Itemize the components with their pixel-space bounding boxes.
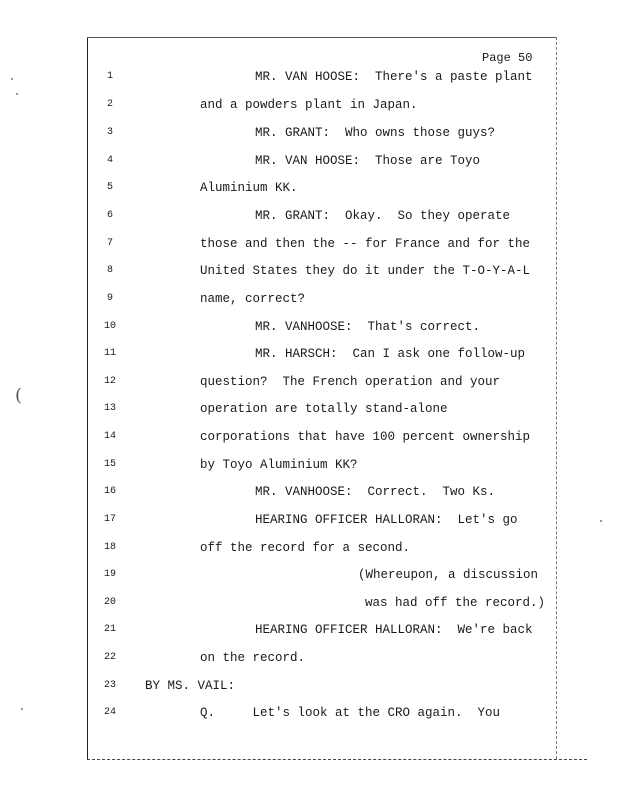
line-number: 15 bbox=[103, 459, 116, 470]
transcript-line bbox=[0, 649, 618, 667]
scan-speck bbox=[11, 78, 13, 80]
line-number: 12 bbox=[103, 376, 116, 387]
line-number: 3 bbox=[106, 127, 113, 138]
line-number: 11 bbox=[103, 348, 116, 359]
line-text: MR. VANHOOSE: That's correct. bbox=[255, 320, 481, 334]
transcript-line bbox=[0, 318, 618, 336]
line-number: 4 bbox=[106, 155, 113, 166]
transcript-line bbox=[0, 483, 618, 501]
transcript-line bbox=[0, 207, 618, 225]
transcript-line bbox=[0, 124, 618, 142]
margin-mark: ( bbox=[15, 385, 23, 406]
page-number: Page 50 bbox=[482, 51, 533, 65]
line-number: 16 bbox=[103, 486, 116, 497]
line-number: 7 bbox=[106, 238, 113, 249]
transcript-line bbox=[0, 511, 618, 529]
line-text: Q. Let's look at the CRO again. You bbox=[200, 706, 501, 720]
line-text: MR. GRANT: Who owns those guys? bbox=[255, 126, 496, 140]
transcript-line bbox=[0, 428, 618, 446]
line-number: 1 bbox=[106, 71, 113, 82]
line-text: MR. VAN HOOSE: There's a paste plant bbox=[255, 70, 533, 84]
line-number: 23 bbox=[103, 680, 116, 691]
transcript-line bbox=[0, 68, 618, 86]
line-number: 13 bbox=[103, 403, 116, 414]
page-frame-bottom bbox=[87, 759, 587, 760]
line-number: 18 bbox=[103, 542, 116, 553]
line-text: HEARING OFFICER HALLORAN: We're back bbox=[255, 623, 533, 637]
line-number: 2 bbox=[106, 99, 113, 110]
line-text: corporations that have 100 percent ownership bbox=[200, 430, 531, 444]
line-number: 8 bbox=[106, 265, 113, 276]
transcript-line bbox=[0, 594, 618, 612]
transcript-line bbox=[0, 539, 618, 557]
transcript-line bbox=[0, 704, 618, 722]
line-text: by Toyo Aluminium KK? bbox=[200, 458, 358, 472]
line-text: question? The French operation and your bbox=[200, 375, 501, 389]
transcript-line bbox=[0, 566, 618, 584]
transcript-line bbox=[0, 96, 618, 114]
line-number: 19 bbox=[103, 569, 116, 580]
transcript-line bbox=[0, 400, 618, 418]
line-text: was had off the record.) bbox=[365, 596, 546, 610]
line-number: 22 bbox=[103, 652, 116, 663]
transcript-line bbox=[0, 290, 618, 308]
line-text: MR. VAN HOOSE: Those are Toyo bbox=[255, 154, 481, 168]
line-text: United States they do it under the T-O-Y-A-L bbox=[200, 264, 531, 278]
line-text: BY MS. VAIL: bbox=[145, 679, 236, 693]
scan-speck bbox=[16, 93, 18, 95]
line-number: 24 bbox=[103, 707, 116, 718]
line-text: Aluminium KK. bbox=[200, 181, 298, 195]
transcript-line bbox=[0, 235, 618, 253]
scan-speck bbox=[21, 708, 23, 710]
transcript-line bbox=[0, 179, 618, 197]
line-text: HEARING OFFICER HALLORAN: Let's go bbox=[255, 513, 518, 527]
line-text: name, correct? bbox=[200, 292, 306, 306]
line-number: 20 bbox=[103, 597, 116, 608]
page-frame-top bbox=[87, 37, 557, 38]
line-number: 5 bbox=[106, 182, 113, 193]
line-text: (Whereupon, a discussion bbox=[358, 568, 539, 582]
line-text: and a powders plant in Japan. bbox=[200, 98, 418, 112]
line-text: on the record. bbox=[200, 651, 306, 665]
line-number: 17 bbox=[103, 514, 116, 525]
transcript-line bbox=[0, 345, 618, 363]
line-number: 10 bbox=[103, 321, 116, 332]
line-text: off the record for a second. bbox=[200, 541, 411, 555]
line-number: 21 bbox=[103, 624, 116, 635]
transcript-line bbox=[0, 373, 618, 391]
line-number: 14 bbox=[103, 431, 116, 442]
line-text: those and then the -- for France and for the bbox=[200, 237, 531, 251]
line-text: operation are totally stand-alone bbox=[200, 402, 448, 416]
line-text: MR. GRANT: Okay. So they operate bbox=[255, 209, 511, 223]
transcript-line bbox=[0, 262, 618, 280]
transcript-line bbox=[0, 456, 618, 474]
transcript-line bbox=[0, 621, 618, 639]
line-text: MR. VANHOOSE: Correct. Two Ks. bbox=[255, 485, 496, 499]
transcript-line bbox=[0, 677, 618, 695]
line-number: 9 bbox=[106, 293, 113, 304]
line-text: MR. HARSCH: Can I ask one follow-up bbox=[255, 347, 526, 361]
transcript-line bbox=[0, 152, 618, 170]
line-number: 6 bbox=[106, 210, 113, 221]
scan-speck bbox=[600, 520, 602, 522]
